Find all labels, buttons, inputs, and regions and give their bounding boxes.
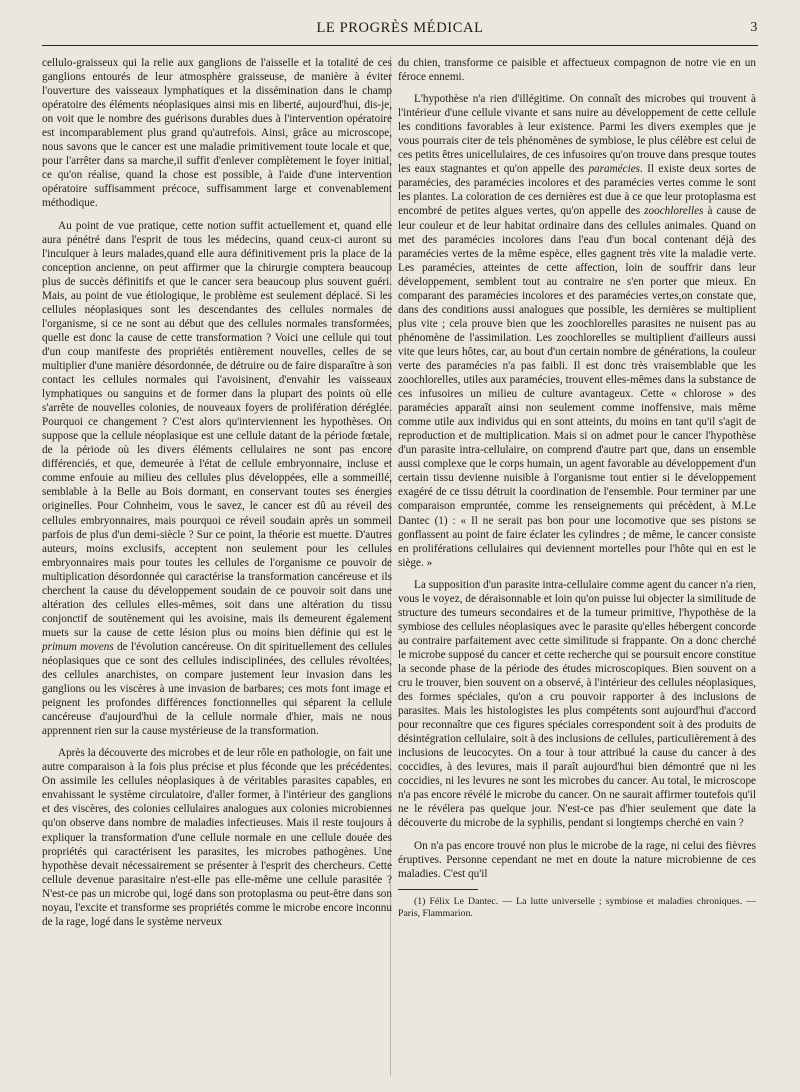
text-run: à cause de leur couleur et de leur habitat ordinaire dans des cellules animales. Quand on met des paramécies incolores dans l'eau d'un bocal contenant déjà des paramécies vertes de la même espèce, elles gagnent très vite la maladie verte. Les paramécies, atteintes de cette affection, loin de souffrir dans leur développement, semblent tout au contraire ne s'en porter que mieux. En comparant des paramécies incolores et des paramécies vertes,on constate que, dans des conditions aussi analogues que possible, les dernières se multiplient plus vite ; cela prouve bien que les zoochlorelles parasites ne nuisent pas au phénomène de l'assimilation. Les zoochlorelles se multiplient d'ailleurs aussi vite que leurs hôtes, car, au bout d'un certain nombre de générations, la couleur verte des paramécies n'a pas faibli. Il est donc très vraisemblable que les zoochlorelles, utiles aux paramécies, trouvent elles-mêmes dans la substance de ces infusoires un milieu de culture avantageux. Cette « chlorose » des paramécies apparaît ainsi non seulement comme inoffensive, mais même comme utile aux individus qui en sont atteints, du moins en tant qu'il s'agit de reproduction et de multiplication. Mais si on admet pour le cancer l'hypothèse d'un parasite intra-cellulaire, on comprend d'autre part que, dans un ensemble aussi complexe que le corps humain, un agent favorable au développement d'un certain tissu devienne nuisible à l'organisme tout entier si le développement exagéré de ce tissu détruit la coordination de l'ensemble. Pour terminer par une comparaison empruntée, comme les renseignements qui précèdent, à M.Le Dantec (1) : « Il ne serait pas bon pour une locomotive que ses pistons se gonflassent au point de faire éclater les cylindres ; de même, le cancer consiste en proliférations cellulaires qui deviennent mortelles pour l'hôte qui en est le siège. » — [398, 205, 757, 569]
paragraph — [42, 219, 392, 739]
paragraph: du chien, transforme ce paisible et affectueux compagnon de notre vie en un féroce ennemi. — [398, 57, 756, 84]
page-number: 3 — [750, 20, 758, 35]
text-run: . Il existe deux sortes de paramécies, des paramécies incolores et des paramécies vertes comme le sont les plantes. La coloration de ces dernières est due à ce que leur protoplasma est encombré de petites algues vertes, qu'on appelle des — [398, 163, 757, 218]
paragraph: Après la découverte des microbes et de leur rôle en pathologie, on fait une autre comparaison à la fois plus précise et plus féconde que les précédentes. On assimile les cellules néoplasiques à de véritables parasites capables, en envahissant le système circulatoire, d'aller former, à l'intérieur des ganglions et des viscères, des colonies cellulaires analogues aux colonies microbiennes qu'on observe dans nombre de maladies infectieuses. Mais il reste toujours à expliquer la transformation d'une cellule normale en une cellule douée des propriétés qui caractérisent les parasites, les microbes pathogènes. Une hypothèse devait nécessairement se présenter à l'esprit des chercheurs. Cette cellule devenue parasitaire n'est-elle pas elle-même une cellule parasitée ? N'est-ce pas un microbe qui, logé dans son protoplasma ou peut-être dans son noyau, l'excite et transforme ses propriétés comme le microbe encore inconnu de la rage, logé dans le système nerveux — [42, 747, 392, 928]
paragraph: La supposition d'un parasite intra-cellulaire comme agent du cancer n'a rien, vous le voyez, de déraisonnable et loin qu'on puisse lui objecter la similitude de structure des tumeurs secondaires et de la tumeur primitive, l'hypothèse de la symbiose des cellules néoplasiques avec le parasite qu'elles hébergent concorde au contraire parfaitement avec cette similitude si frappante. On a donc cherché le microbe supposé du cancer et cette recherche qui se poursuit encore constitue la seconde phase de la période des études microscopiques. Bien souvent on a cru le trouver, bien souvent on a observé, à l'intérieur des cellules néoplasiques, des formes spéciales, qu'on a cru pouvoir rapporter à des inclusions de parasites. Mais les histologistes les plus compétents sont aujourd'hui d'accord pour reconnaître que ces figures spéciales correspondent soit à des produits de désintégration cellulaire, soit à des inclusions de cellules, particulièrement à des inclusions de leucocytes. On a tour à tour attribué la cause du cancer à des coccidies, à des levures, mais il paraît aujourd'hui bien démontré que ni les coccidies, ni les levures ne sont les microbes du cancer. Au total, le microscope n'a pas encore révélé le microbe du cancer. On ne saurait affirmer toutefois qu'il ne le révélera pas quelque jour. N'est-ce pas d'hier seulement que date la découverte du microbe de la syphilis, pendant si longtemps cherché en vain ? — [398, 578, 756, 830]
term-paramecies: paramécies — [588, 163, 641, 176]
journal-title: LE PROGRÈS MÉDICAL — [316, 20, 484, 36]
right-column — [398, 56, 756, 928]
term-zoochlorelles: zoochlorelles — [644, 205, 704, 218]
header-rule — [42, 45, 758, 46]
text-run: Au point de vue pratique, cette notion suffit actuellement et, quand elle aura pénétré dans l'esprit de tous les médecins, quand ceux-ci auront su l'inculquer à leurs malades,quand elle aura définitivement pris la place de la conception ancienne, on peut affirmer que la chirurgie comptera beaucoup plus de succès définitifs et que le cancer sera beaucoup plus souvent guéri. Mais, au point de vue étiologique, le problème est seulement déplacé. Si les cellules néoplasiques sont les descendantes des cellules normales de l'organisme, si ce ne sont au début que des cellules normales transformées, quelle est donc la cause de cette transformation ? Voici une cellule qui tout d'un coup manifeste des propriétés entièrement nouvelles, celles de se multiplier d'une manière désordonnée, de détruire ou de faire disparaître à son contact les cellules normales qui l'avoisinent, d'envahir les vaisseaux lymphatiques ou sanguins et de former dans la plupart des points où elle s'arrête de nouvelles colonies, de nouveaux foyers de prolifération déréglée. Pourquoi ce changement ? C'est alors qu'interviennent les hypothèses. On suppose que la cellule néoplasique est une cellule datant de la période fœtale, de la période où les divers éléments cellulaires ne sont pas encore différenciés, et que, demeurée à l'état de cellule embryonnaire, incluse et comme enfouie au milieu des cellules plus développées, elle a sommeillé, semblable à la Belle au Bois dormant, en conservant toutes ses énergies originelles. Pour Cohnheim, vous le savez, le cancer est dû au réveil des cellules embryonnaires, mais pourquoi ce réveil soudain après un sommeil parfois de plus d'un demi-siècle ? Sur ce point, la théorie est muette. D'autres auteurs, moins exclusifs, acceptent non seulement pour les cellules embryonnaires mais pour toutes les cellules de l'organisme ce pouvoir de multiplication désordonnée qui caractérise la transformation cancéreuse et ils cherchent la cause du développement soudain de ce pouvoir soit dans une altération des cellules elles-mêmes, soit dans une altération du tissu conjonctif de soutènement qui les avoisine, mais ils demeurent également muets sur la cause de cette lésion plus ou moins bien définie qui est le — [42, 219, 392, 639]
left-column — [42, 56, 392, 937]
footnote: (1) Félix Le Dantec. — La lutte universelle ; symbiose et maladies chroniques. — Paris, Flammarion. — [398, 895, 756, 919]
paragraph: cellulo-graisseux qui la relie aux ganglions de l'aisselle et la totalité de ces ganglions entourés de leur atmosphère graisseuse, de manière à éviter l'ouverture des vaisseaux lymphatiques et la dissémination dans le champ opératoire des éléments néoplasiques ainsi mis en liberté, aujourd'hui, dis-je, on voit que le nombre des guérisons durables dues à l'intervention opératoire est incomparablement plus grand qu'autrefois. Ainsi, grâce au microscope, nous savons que le cancer est une maladie primitivement toute locale et que, pour l'arrêter dans sa marche,il suffit d'enlever complètement le foyer initial, ce qu'on réalise, quand la chose est possible, à l'aide d'une intervention opératoire suffisamment précoce, suffisamment large et convenablement méthodique. — [42, 57, 392, 210]
footnote-rule — [398, 889, 478, 890]
page-header — [42, 20, 758, 42]
latin-term: primum movens — [42, 640, 114, 653]
paragraph: On n'a pas encore trouvé non plus le microbe de la rage, ni celui des fièvres éruptives. Personne cependant ne met en doute la nature microbienne de ces maladies. C'est qu'il — [398, 839, 756, 880]
paragraph — [398, 92, 756, 570]
text-run: de l'évolution cancéreuse. On dit spirituellement des cellules néoplasiques que ce sont des cellules indisciplinées, des cellules révoltées, des cellules anarchistes, on compare justement leur invasion dans les ganglions ou les viscères à une invasion de barbares; ces mots font image et peignent les profondes différences fonctionnelles qui séparent la cellule cancéreuse d'aujourd'hui de la cellule normale d'hier, mais ne nous apprennent rien sur la cause mystérieuse de la transformation. — [42, 640, 392, 738]
text-run: L'hypothèse n'a rien d'illégitime. On connaît des microbes qui trouvent à l'intérieur d'une cellule vivante et sans nuire au développement de cette cellule les conditions favorables à leur existence. Parmi les divers exemples que je vous pourrais citer de tels phénomènes de symbiose, le plus célèbre est celui de ces petits êtres unicellulaires, de ces infusoires qu'on trouve dans presque toutes les eaux stagnantes et qu'on appelle des — [398, 93, 756, 176]
